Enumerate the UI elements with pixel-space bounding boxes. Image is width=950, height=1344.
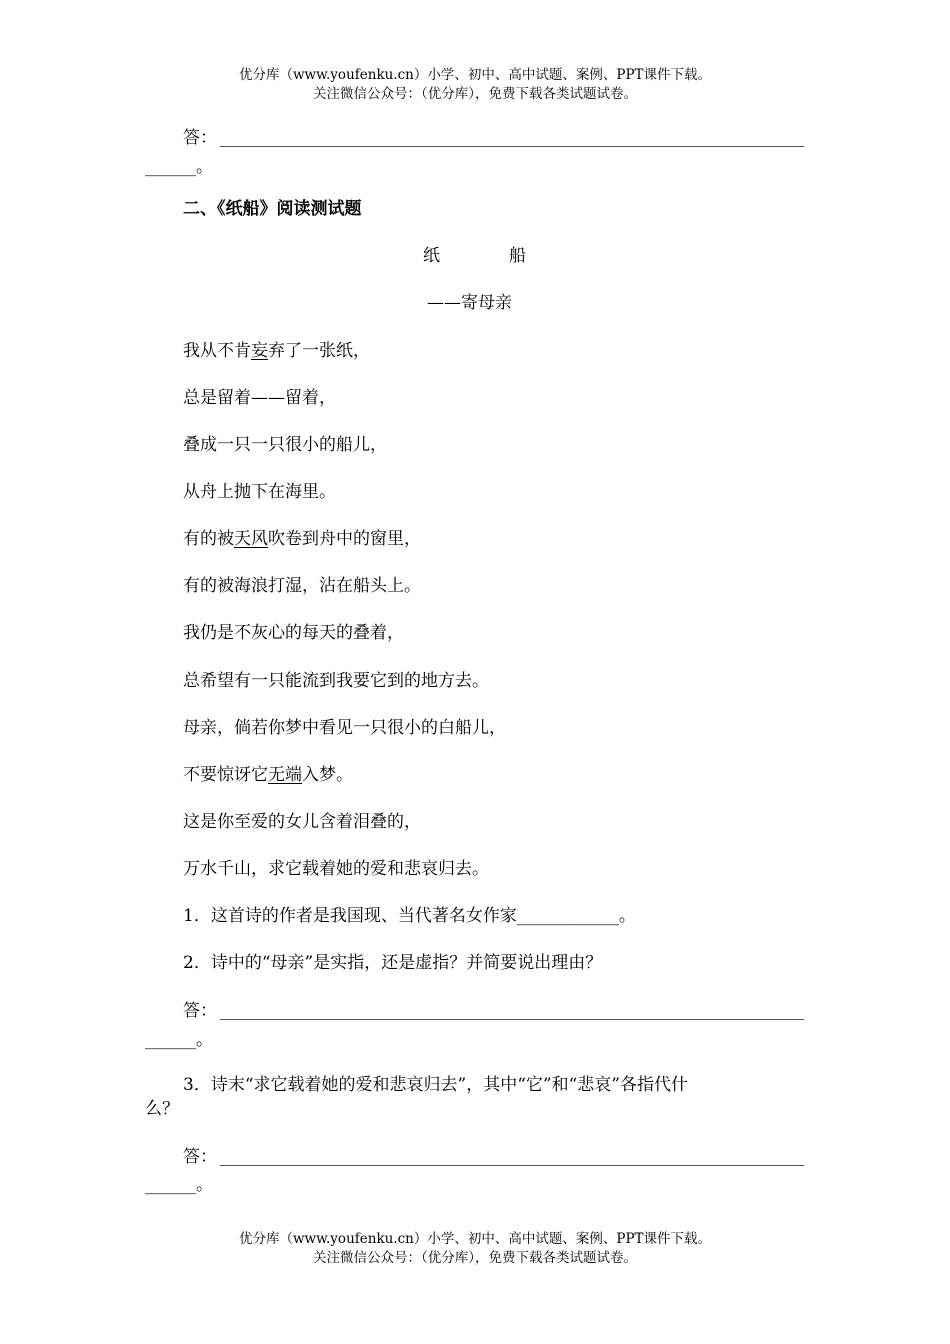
answer-tail: ______。 (145, 157, 213, 177)
poem-line: 这是你至爱的女儿含着泪叠的， (183, 812, 421, 832)
poem-line: 万水千山，求它载着她的爱和悲哀归去。 (183, 859, 489, 879)
section-title: 二、《纸船》阅读测试题 (183, 199, 362, 219)
question-3: 3．诗末“求它载着她的爱和悲哀归去”，其中“它”和“悲哀”各指代什 (183, 1075, 688, 1095)
answer-line[interactable] (220, 1019, 804, 1020)
underlined-word: 妄 (251, 341, 268, 361)
underlined-word: 无端 (268, 765, 302, 785)
answer-label: 答： (183, 128, 217, 148)
question-1: 1．这首诗的作者是我国现、当代著名女作家____________。 (183, 906, 636, 926)
poem-line: 总是留着——留着， (183, 388, 336, 408)
poem-line: 有的被海浪打湿，沾在船头上。 (183, 576, 421, 596)
poem-line: 总希望有一只能流到我要它到的地方去。 (183, 671, 489, 691)
header-line-1: 优分库（www.youfenku.cn）小学、初中、高中试题、案例、PPT课件下载。 (238, 67, 712, 83)
page-header (0, 66, 950, 104)
answer-tail: ______。 (145, 1175, 213, 1195)
answer-tail: ______。 (145, 1030, 213, 1050)
poem-line: 不要惊讶它无端入梦。 (183, 765, 353, 785)
footer-line-1: 优分库（www.youfenku.cn）小学、初中、高中试题、案例、PPT课件下载。 (238, 1231, 712, 1247)
poem-line: 从舟上抛下在海里。 (183, 482, 336, 502)
poem-title-char-1: 纸 (423, 246, 440, 266)
answer-line[interactable] (220, 146, 804, 147)
poem-line: 有的被天风吹卷到舟中的窗里， (183, 529, 421, 549)
poem-title-char-2: 船 (509, 246, 526, 266)
answer-label: 答： (183, 1147, 217, 1167)
underlined-word: 天风 (234, 529, 268, 549)
question-3-continued: 么？ (145, 1099, 179, 1119)
poem-line: 母亲，倘若你梦中看见一只很小的白船儿， (183, 718, 506, 738)
question-2: 2．诗中的“母亲”是实指，还是虚指？并简要说出理由？ (183, 953, 603, 973)
page-footer (0, 1230, 950, 1268)
poem-line: 我仍是不灰心的每天的叠着， (183, 623, 404, 643)
poem-line: 叠成一只一只很小的船儿， (183, 435, 387, 455)
poem-line: 我从不肯妄弃了一张纸， (183, 341, 370, 361)
header-line-2: 关注微信公众号：（优分库），免费下载各类试题试卷。 (313, 86, 637, 102)
answer-label: 答： (183, 1001, 217, 1021)
footer-line-2: 关注微信公众号：（优分库），免费下载各类试题试卷。 (313, 1250, 637, 1266)
poem-subtitle: ——寄母亲 (427, 293, 512, 313)
answer-line[interactable] (220, 1165, 804, 1166)
